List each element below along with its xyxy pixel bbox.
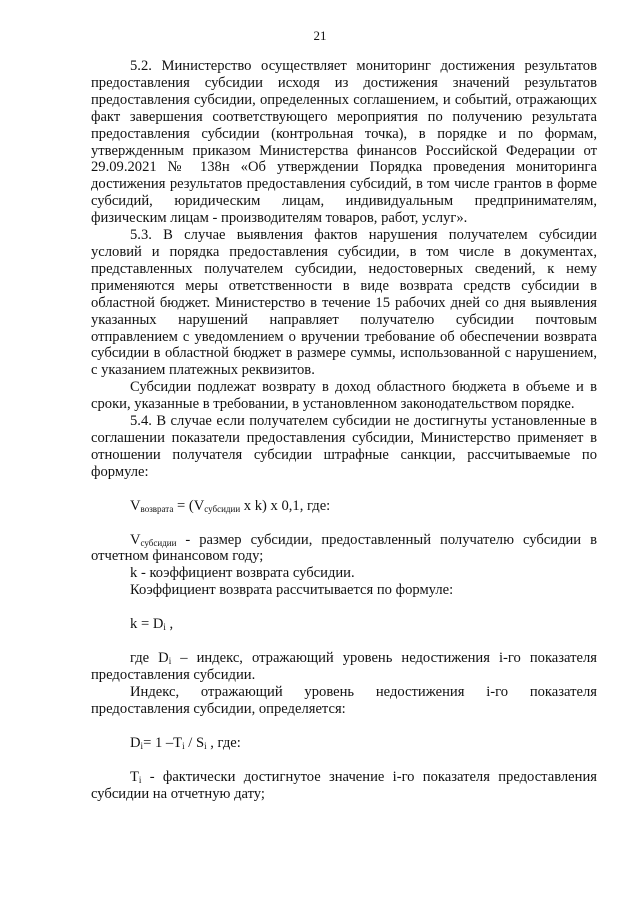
definition-di-lead: где D (130, 650, 169, 667)
definition-ti-t: T (130, 768, 139, 785)
index-definition: Индекс, отражающий уровень недостижения i-го показателя предоставления субсидии, определяется: (91, 683, 597, 717)
definition-vsubsidy-v: V (130, 531, 141, 548)
formula-di-lead: D (130, 734, 141, 751)
formula-di (91, 735, 597, 752)
formula-di-end: , где: (206, 734, 241, 751)
definition-vsubsidy-text: - размер субсидии, предоставленный получателю субсидии в отчетном финансовом году; (91, 531, 597, 565)
paragraph-5-4: 5.4. В случае если получателем субсидии не достигнуты установленные в соглашении показатели предоставления субсидии, Министерство применяет в отношении получателя субсидии штрафные санкции, рассчитываемые по формуле: (91, 413, 597, 480)
document-body (91, 58, 597, 802)
formula-k-end: , (165, 616, 174, 633)
formula-refund-v-sub: возврата (140, 503, 174, 514)
definition-di-text: – индекс, отражающий уровень недостижения i-го показателя предоставления субсидии. (91, 650, 597, 683)
formula-di-sub3: i (204, 740, 207, 751)
formula-k (91, 616, 597, 633)
formula-k-lead: k = D (130, 616, 164, 633)
formula-k-sub: i (163, 622, 166, 633)
formula-refund-v: V (130, 497, 141, 514)
definition-di (91, 650, 597, 684)
definition-ti-text: - фактически достигнутое значение i-го показателя предоставления субсидии на отчетную дату; (91, 768, 597, 802)
formula-di-sub2: i (182, 740, 185, 751)
definition-k: k - коэффициент возврата субсидии. (130, 565, 355, 582)
formula-di-sub1: i (140, 740, 144, 751)
definition-vsubsidy-sub: субсидии (140, 537, 177, 548)
paragraph-5-2: 5.2. Министерство осуществляет мониторинг достижения результатов предоставления субсидии исходя из достижения значений результатов предоставления субсидии, определенных соглашением, и событий, отражающих факт завершения соответствующего мероприятия по получению результата предоставления субсидии (контрольная точка), в порядке и по формам, утвержденным приказом Министерства финансов Российской Федерации от 29.09.2021 № 138н «Об утверждении Порядка проведения мониторинга достижения результатов предоставления субсидий, в том числе грантов в форме субсидий, юридическим лицам, индивидуальным предпринимателям, физическим лицам - производителям товаров, работ, услуг». (91, 58, 597, 227)
definition-di-sub: i (168, 656, 172, 667)
formula-refund-end: x k) x 0,1, где: (240, 497, 331, 514)
page-number: 21 (313, 28, 327, 43)
definition-ti (91, 769, 597, 803)
formula-di-mid2: / S (184, 734, 205, 751)
k-calculation-intro: Коэффициент возврата рассчитывается по формуле: (130, 582, 454, 599)
formula-di-mid: = 1 –T (143, 734, 183, 751)
paragraph-5-3: 5.3. В случае выявления фактов нарушения получателем субсидии условий и порядка предоставления субсидии, в том числе в документах, представленных получателем субсидии, недостоверных сведений, к нему применяются меры ответственности в виде возврата средств субсидии в областной бюджет. Министерство в течение 15 рабочих дней со дня выявления указанных нарушений направляет получателю субсидии почтовым отправлением с уведомлением о вручении требование об обеспечении возврата субсидии в областной бюджет в размере суммы, использованной с нарушением, с указанием платежных реквизитов. (91, 227, 597, 379)
definition-vsubsidy (91, 532, 597, 566)
formula-refund-subsidy-sub: субсидии (204, 503, 241, 514)
formula-refund (91, 498, 597, 515)
formula-refund-mid: = (V (173, 497, 205, 514)
paragraph-refund: Субсидии подлежат возврату в доход областного бюджета в объеме и в сроки, указанные в требовании, в установленном законодательством порядке. (91, 379, 597, 413)
definition-ti-sub: i (138, 774, 142, 785)
